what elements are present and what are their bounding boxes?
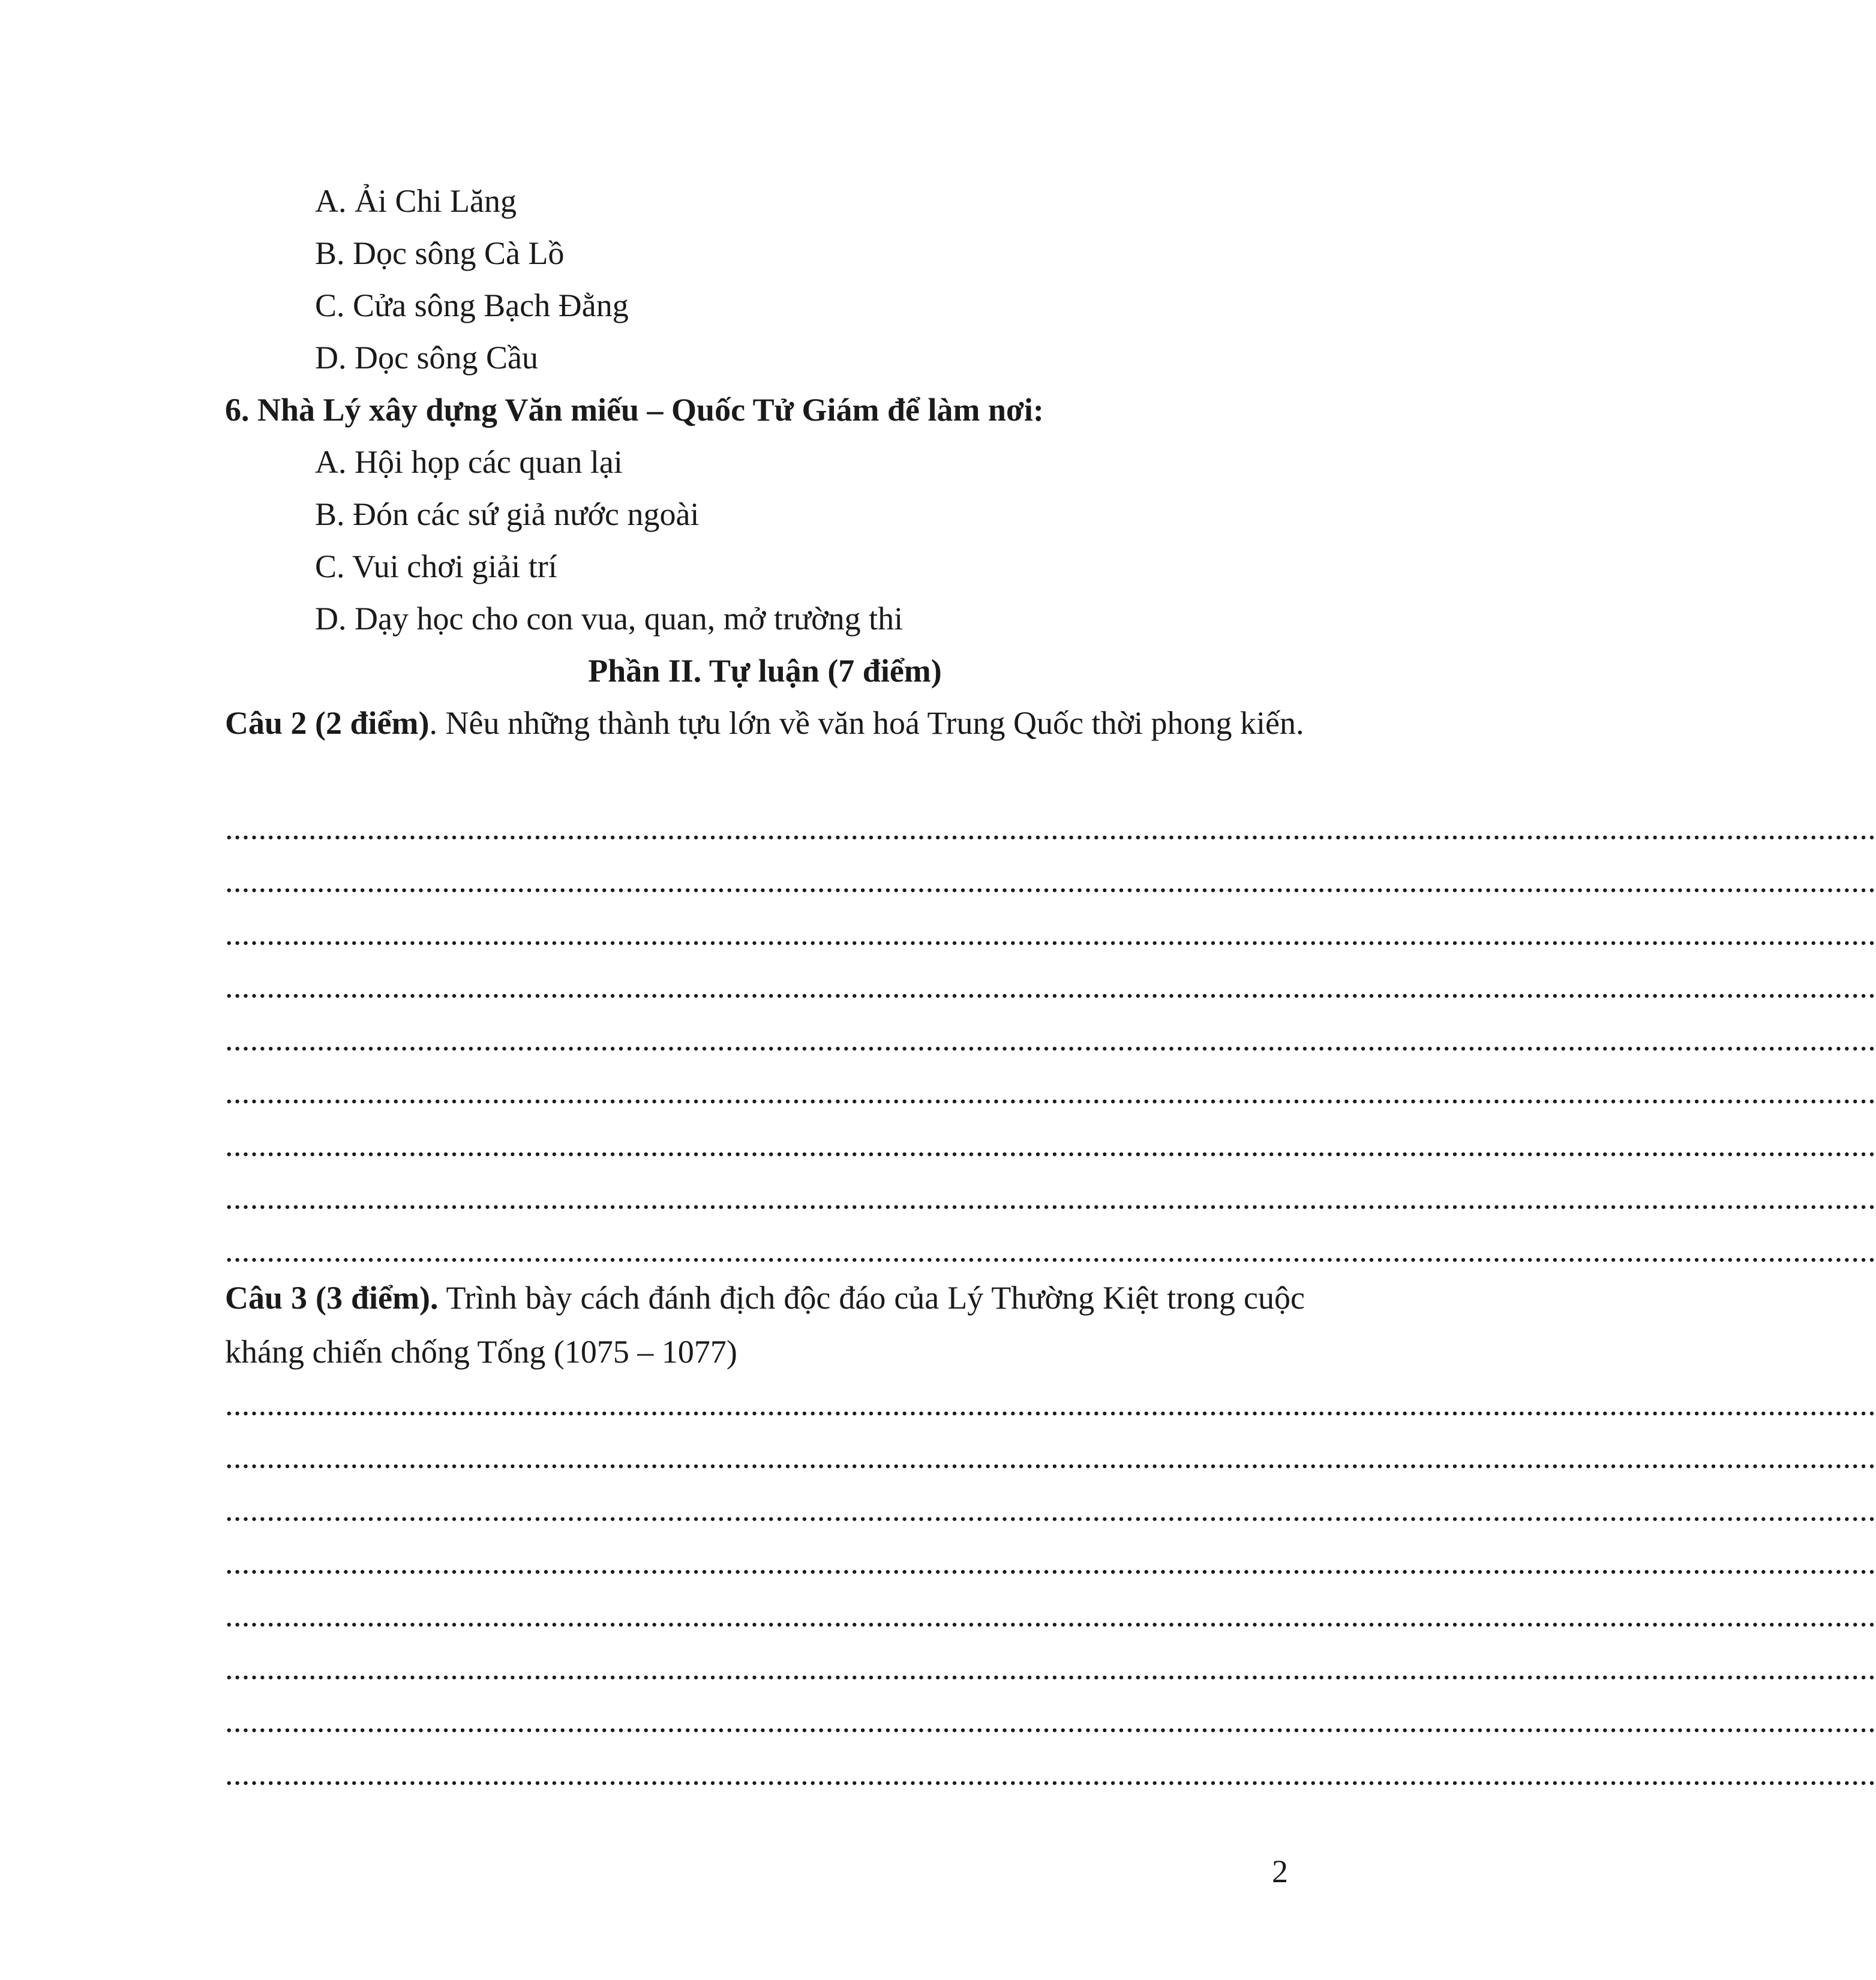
cau2-label: Câu 2 (2 điểm)	[225, 705, 430, 741]
cau3-answer-line[interactable]: ......................................................................................................................................................................................................	[225, 1544, 1876, 1580]
cau2-answer-line[interactable]: ......................................................................................................................................................................................................	[225, 968, 1876, 1004]
q6-option-d: D. Dạy học cho con vua, quan, mở trường thi	[315, 601, 904, 637]
cau2-answer-line[interactable]: ......................................................................................................................................................................................................	[225, 1232, 1876, 1268]
cau2-answer-line[interactable]: ......................................................................................................................................................................................................	[225, 1074, 1876, 1110]
q6-option-c: C. Vui chơi giải trí	[315, 548, 557, 584]
q6-title: 6. Nhà Lý xây dựng Văn miếu – Quốc Tử Giám để làm nơi:	[225, 392, 1044, 428]
cau3-question	[225, 1271, 1305, 1379]
cau3-answer-line[interactable]: ......................................................................................................................................................................................................	[225, 1650, 1876, 1686]
cau3-answer-line[interactable]: ......................................................................................................................................................................................................	[225, 1386, 1876, 1422]
q5-option-a: A. Ải Chi Lăng	[315, 183, 517, 219]
cau2-question	[225, 696, 1305, 750]
cau2-answer-line[interactable]: ......................................................................................................................................................................................................	[225, 810, 1876, 846]
cau3-answer-line[interactable]: ......................................................................................................................................................................................................	[225, 1597, 1876, 1633]
cau2-answer-line[interactable]: ......................................................................................................................................................................................................	[225, 1180, 1876, 1216]
cau2-answer-line[interactable]: ......................................................................................................................................................................................................	[225, 863, 1876, 899]
q5-option-d: D. Dọc sông Cầu	[315, 340, 538, 376]
cau3-answer-line[interactable]: ......................................................................................................................................................................................................	[225, 1492, 1876, 1528]
cau3-answer-line[interactable]: ......................................................................................................................................................................................................	[225, 1439, 1876, 1475]
cau2-answer-line[interactable]: ......................................................................................................................................................................................................	[225, 1021, 1876, 1057]
cau3-label: Câu 3 (3 điểm).	[225, 1280, 439, 1316]
cau2-text: . Nêu những thành tựu lớn về văn hoá Trung Quốc thời phong kiến.	[429, 705, 1304, 741]
page-number: 2	[1272, 1853, 1288, 1889]
cau3-text: Trình bày cách đánh địch độc đáo của Lý Thường Kiệt trong cuộc kháng chiến chống Tống (1075 – 1077)	[225, 1280, 1305, 1370]
part2-heading: Phần II. Tự luận (7 điểm)	[588, 653, 942, 689]
q6-option-a: A. Hội họp các quan lại	[315, 444, 623, 480]
q5-option-b: B. Dọc sông Cà Lồ	[315, 235, 565, 271]
cau2-answer-line[interactable]: ......................................................................................................................................................................................................	[225, 916, 1876, 952]
q5-option-c: C. Cửa sông Bạch Đằng	[315, 287, 629, 323]
cau3-answer-line[interactable]: ......................................................................................................................................................................................................	[225, 1703, 1876, 1739]
cau2-answer-line[interactable]: ......................................................................................................................................................................................................	[225, 1127, 1876, 1163]
cau3-answer-line[interactable]: ......................................................................................................................................................................................................	[225, 1756, 1876, 1792]
q6-option-b: B. Đón các sứ giả nước ngoài	[315, 496, 700, 532]
